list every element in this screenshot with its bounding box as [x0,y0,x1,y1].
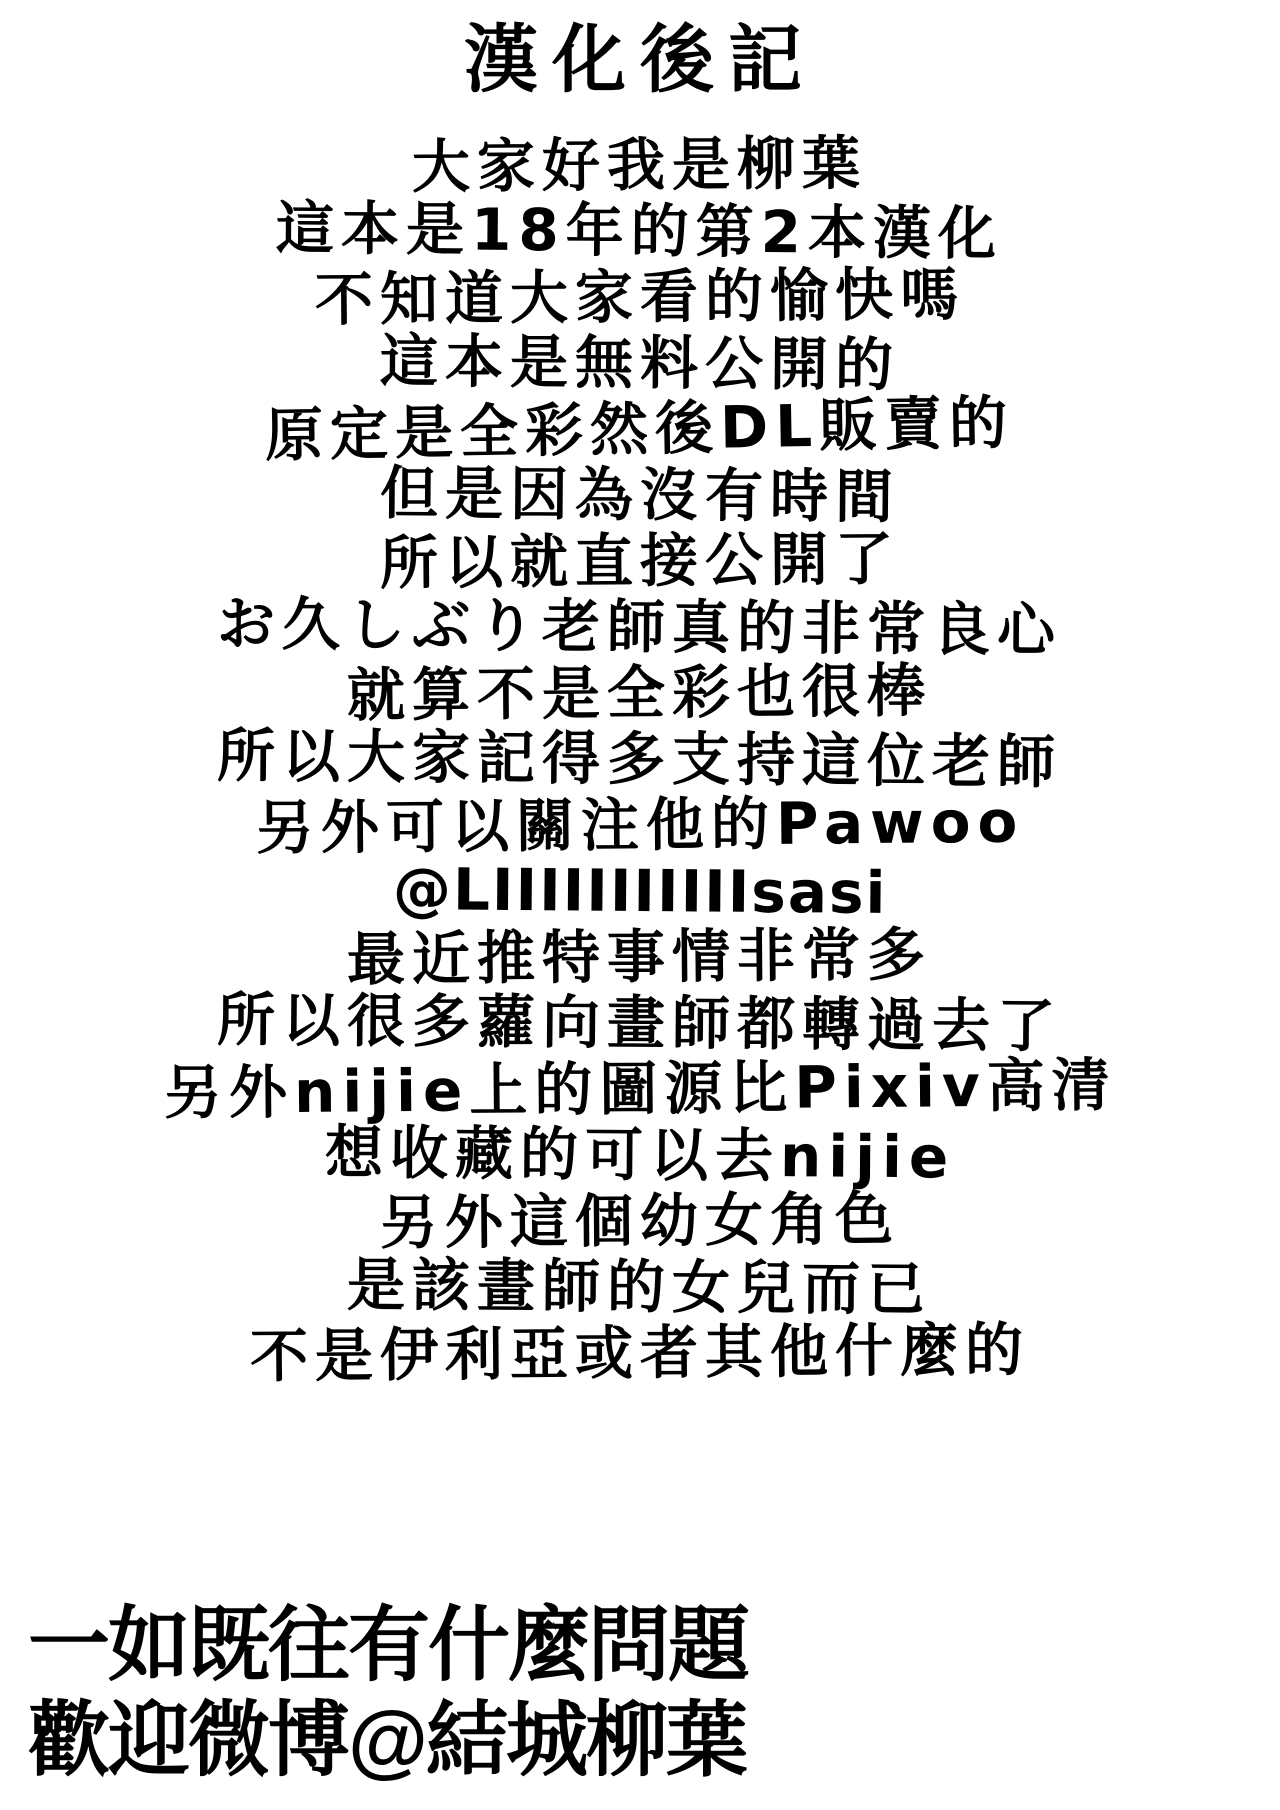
afterword-body [0,129,1280,1391]
afterword-line: 不是伊利亞或者其他什麼的 [249,1315,1031,1391]
afterword-line: 另外這個幼女角色 [379,1184,901,1258]
afterword-line: 大家好我是柳葉 [412,129,868,201]
afterword-line: 就算不是全彩也很棒 [347,656,933,730]
afterword-line: 另外nijie上的圖源比Pixiv高清 [163,1050,1117,1128]
afterword-line: 所以很多蘿向畫師都轉過去了 [217,985,1063,1061]
contact-footer [28,1598,748,1788]
page-title: 漢化後記 [464,17,816,103]
afterword-line: 想收藏的可以去nijie [324,1118,956,1192]
afterword-line: 但是因為沒有時間 [379,458,901,532]
afterword-line: 這本是18年的第2本漢化 [276,194,1004,268]
afterword-line: 原定是全彩然後DL販賣的 [264,388,1016,470]
afterword-line: 最近推特事情非常多 [347,920,933,994]
afterword-line: 另外可以關注他的Pawoo [255,787,1025,863]
weibo-handle: 歡迎微博@結城柳葉 [28,1695,746,1786]
footer-line: 一如既往有什麼問題 [28,1600,749,1691]
afterword-line: お久しぶり老師真的非常良心 [217,589,1063,665]
pawoo-handle: @LIIIIIIIIIIIsasi [392,855,888,927]
afterword-line: 這本是無料公開的 [379,326,901,400]
afterword-line: 是該畫師的女兒而已 [347,1250,933,1324]
afterword-line: 不知道大家看的愉快嗎 [314,260,966,334]
afterword-line: 所以就直接公開了 [379,524,901,598]
afterword-line: 所以大家記得多支持這位老師 [217,721,1063,797]
